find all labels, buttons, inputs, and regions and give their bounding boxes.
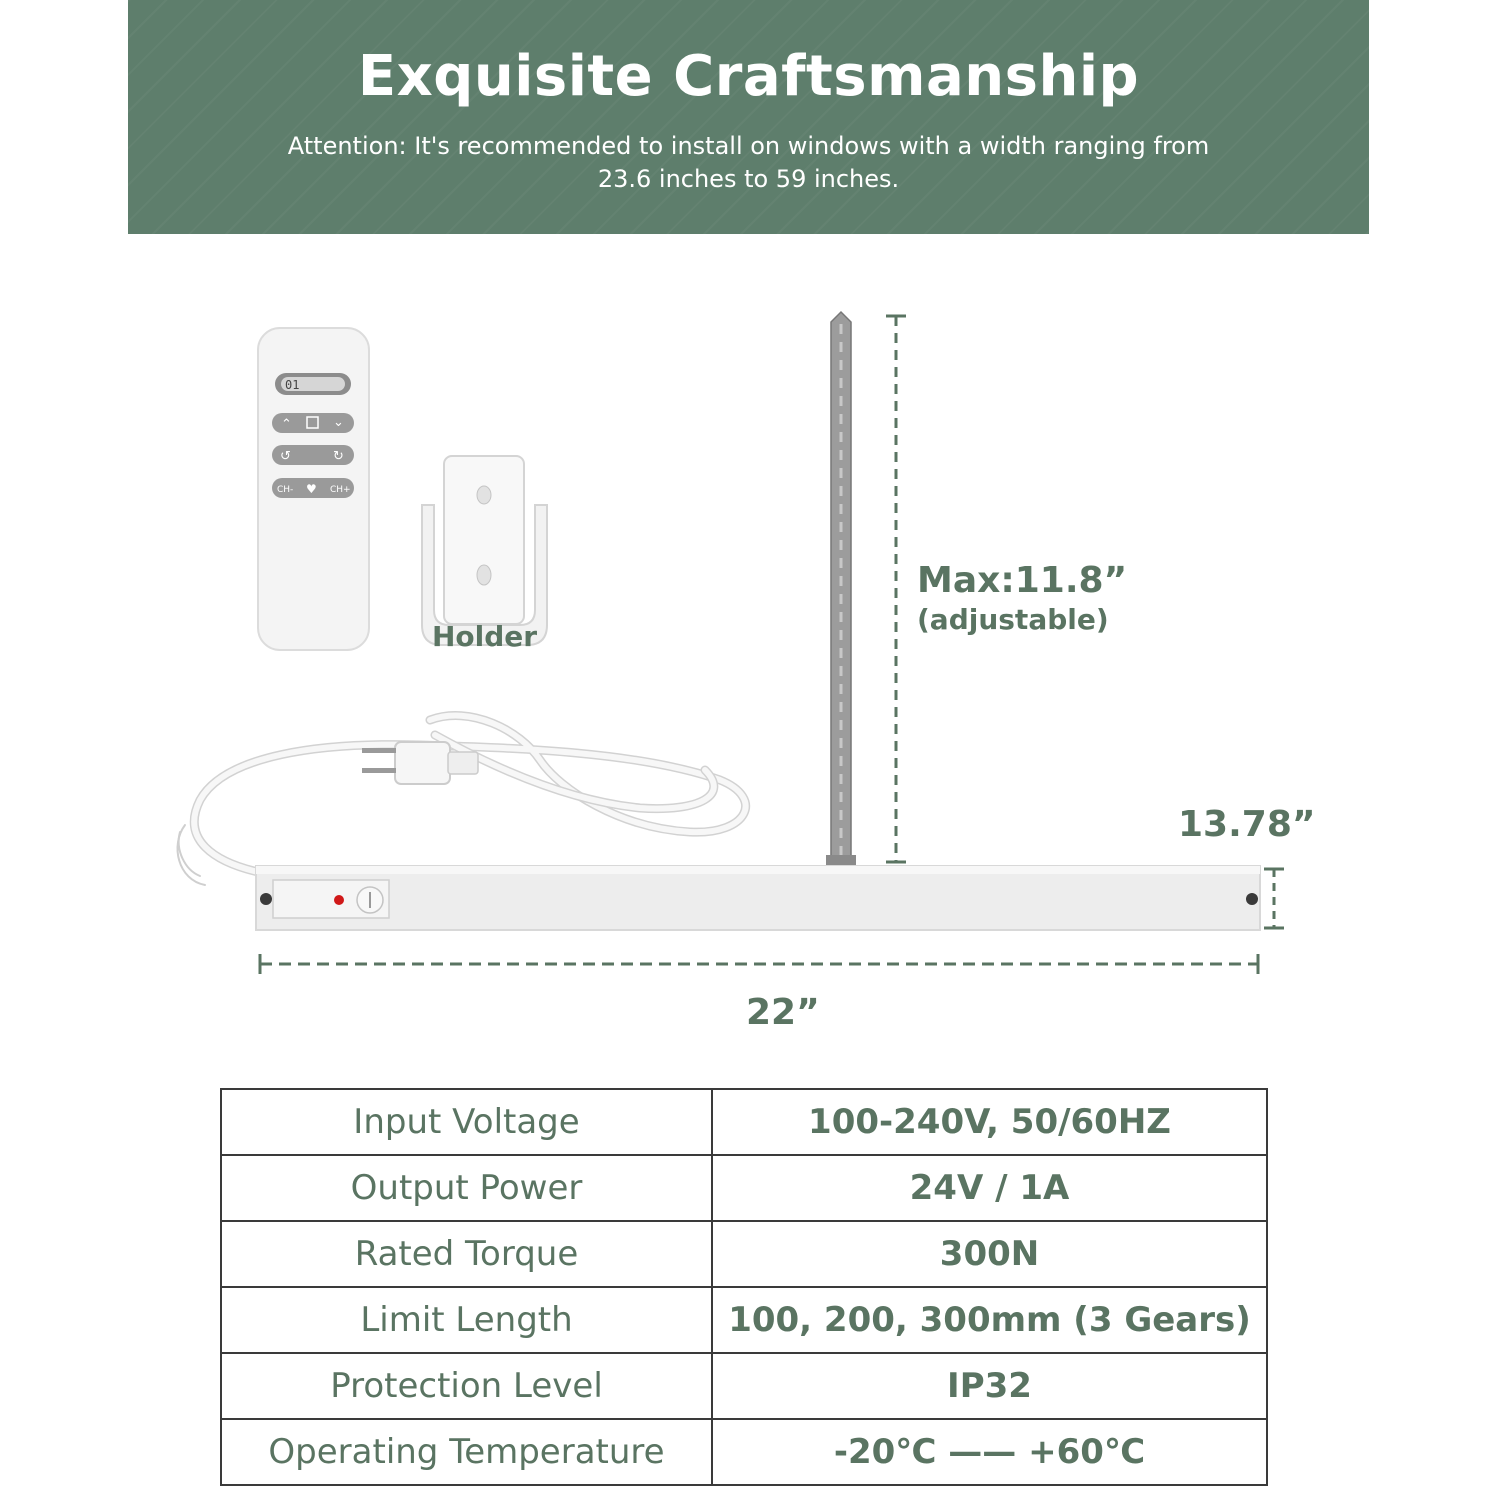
spec-key: Limit Length <box>221 1287 712 1353</box>
spec-value: IP32 <box>712 1353 1267 1419</box>
width-label: 22” <box>746 992 820 1033</box>
spec-value: 24V / 1A <box>712 1155 1267 1221</box>
table-row <box>221 1287 1267 1353</box>
rotate-right-icon: ↻ <box>333 449 344 464</box>
up-arrow-icon: ⌃ <box>281 417 292 432</box>
remote-display-text: 01 <box>285 378 300 392</box>
table-row <box>221 1155 1267 1221</box>
page-title: Exquisite Craftsmanship <box>357 44 1140 109</box>
spec-value: 100, 200, 300mm (3 Gears) <box>712 1287 1267 1353</box>
holder-bracket <box>422 456 547 645</box>
spec-key: Operating Temperature <box>221 1419 712 1485</box>
attention-note: Attention: It's recommended to install on windows with a width ranging from 23.6 inches to 59 inches. <box>287 132 1210 193</box>
ch-plus-label: CH+ <box>330 485 351 495</box>
ch-minus-label: CH- <box>277 485 294 495</box>
spec-key: Output Power <box>221 1155 712 1221</box>
max-length-label: Max:11.8” <box>917 560 1128 601</box>
spec-key: Rated Torque <box>221 1221 712 1287</box>
spec-value: 100-240V, 50/60HZ <box>712 1089 1267 1155</box>
power-cord <box>178 716 746 885</box>
chain <box>826 312 856 867</box>
specs-table <box>220 1088 1268 1486</box>
holder-label: Holder <box>432 620 538 653</box>
indicator-light <box>334 895 344 905</box>
spec-key: Protection Level <box>221 1353 712 1419</box>
adjustable-label: (adjustable) <box>917 603 1109 636</box>
table-row <box>221 1353 1267 1419</box>
heart-icon: ♥ <box>306 482 317 496</box>
down-arrow-icon: ⌄ <box>333 415 344 430</box>
remote-control <box>258 328 369 650</box>
spec-key: Input Voltage <box>221 1089 712 1155</box>
table-row <box>221 1419 1267 1485</box>
actuator-body <box>256 866 1260 930</box>
rotate-left-icon: ↺ <box>280 449 291 464</box>
table-row <box>221 1221 1267 1287</box>
spec-value: 300N <box>712 1221 1267 1287</box>
height-label: 13.78” <box>1178 804 1316 845</box>
spec-value: -20℃ —— +60℃ <box>712 1419 1267 1485</box>
table-row <box>221 1089 1267 1155</box>
